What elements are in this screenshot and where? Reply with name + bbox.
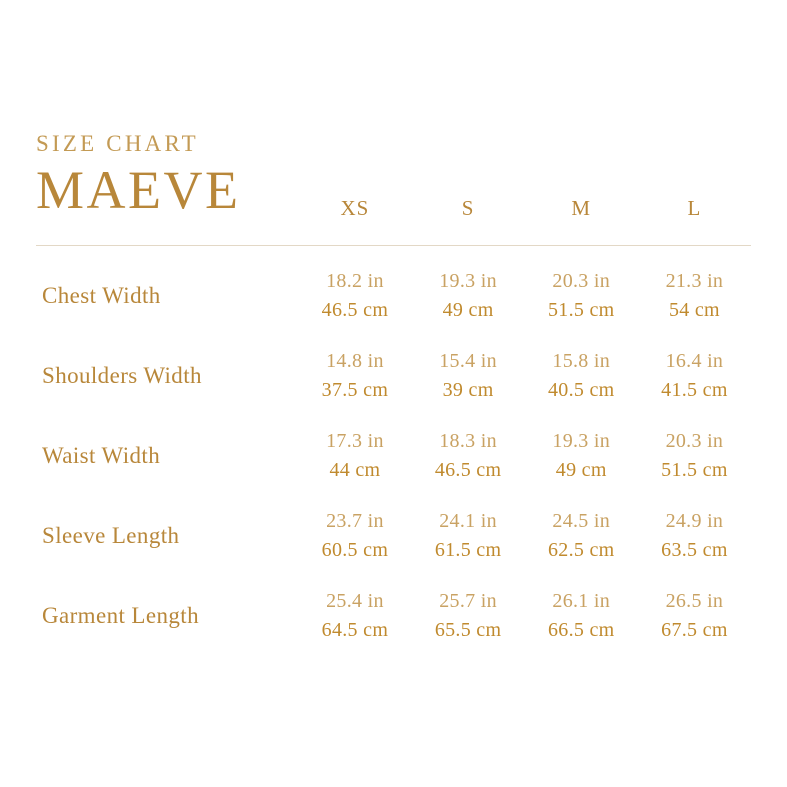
value-cm: 51.5 cm	[661, 459, 728, 481]
value-cm: 66.5 cm	[547, 619, 615, 641]
value-inches: 17.3 in	[326, 430, 384, 452]
size-chart-table-wrapper	[36, 196, 751, 656]
cell-sleeve-length-l	[638, 496, 751, 576]
header-cell-size-s: S	[412, 196, 525, 246]
value-cm: 61.5 cm	[434, 539, 502, 561]
cell-shoulders-width-xs	[298, 336, 411, 416]
cell-waist-width-xs	[298, 416, 411, 496]
value-cm: 37.5 cm	[321, 379, 389, 401]
value-inches: 20.3 in	[665, 430, 724, 452]
cell-chest-width-xs	[298, 246, 411, 337]
cell-chest-width-s	[412, 246, 525, 337]
table-row	[36, 576, 751, 656]
value-inches: 18.3 in	[439, 430, 497, 452]
cell-garment-length-m	[525, 576, 638, 656]
value-cm: 41.5 cm	[661, 379, 728, 401]
value-inches: 14.8 in	[326, 350, 384, 372]
size-chart-table	[36, 196, 751, 656]
value-inches: 19.3 in	[552, 430, 611, 452]
value-cm: 49 cm	[555, 459, 607, 481]
cell-waist-width-s	[412, 416, 525, 496]
cell-garment-length-l	[638, 576, 751, 656]
value-inches: 18.2 in	[326, 270, 384, 292]
value-cm: 64.5 cm	[321, 619, 389, 641]
value-cm: 62.5 cm	[547, 539, 615, 561]
cell-shoulders-width-l	[638, 336, 751, 416]
cell-sleeve-length-m	[525, 496, 638, 576]
cell-sleeve-length-s	[412, 496, 525, 576]
value-inches: 15.4 in	[439, 350, 497, 372]
cell-chest-width-l	[638, 246, 751, 337]
value-cm: 51.5 cm	[547, 299, 615, 321]
cell-garment-length-s	[412, 576, 525, 656]
value-cm: 63.5 cm	[661, 539, 728, 561]
row-label-garment-length: Garment Length	[42, 603, 199, 628]
value-inches: 25.7 in	[439, 590, 497, 612]
cell-waist-width-l	[638, 416, 751, 496]
table-header-row	[36, 196, 751, 246]
table-header	[36, 196, 751, 246]
table-row	[36, 416, 751, 496]
value-inches: 20.3 in	[552, 270, 611, 292]
value-inches: 15.8 in	[552, 350, 611, 372]
value-inches: 24.5 in	[552, 510, 611, 532]
table-row	[36, 336, 751, 416]
cell-sleeve-length-xs	[298, 496, 411, 576]
value-cm: 40.5 cm	[547, 379, 615, 401]
header-cell-size-xs: XS	[298, 196, 411, 246]
value-inches: 26.5 in	[665, 590, 724, 612]
value-inches: 24.9 in	[665, 510, 724, 532]
value-inches: 23.7 in	[326, 510, 384, 532]
value-inches: 26.1 in	[552, 590, 611, 612]
header-cell-blank	[36, 196, 298, 246]
table-body	[36, 246, 751, 657]
value-cm: 54 cm	[668, 299, 720, 321]
cell-garment-length-xs	[298, 576, 411, 656]
value-cm: 46.5 cm	[434, 459, 502, 481]
cell-shoulders-width-s	[412, 336, 525, 416]
value-inches: 21.3 in	[665, 270, 724, 292]
value-inches: 19.3 in	[439, 270, 497, 292]
brand-title: MAEVE	[36, 160, 241, 220]
cell-chest-width-m	[525, 246, 638, 337]
value-cm: 49 cm	[442, 299, 494, 321]
header-cell-size-l: L	[638, 196, 751, 246]
row-label-waist-width: Waist Width	[42, 443, 161, 468]
cell-waist-width-m	[525, 416, 638, 496]
page-title-eyebrow: SIZE CHART	[36, 131, 199, 156]
value-cm: 44 cm	[329, 459, 381, 481]
row-label-sleeve-length: Sleeve Length	[42, 523, 180, 548]
value-cm: 65.5 cm	[434, 619, 502, 641]
value-cm: 60.5 cm	[321, 539, 389, 561]
value-inches: 25.4 in	[326, 590, 384, 612]
table-row	[36, 496, 751, 576]
value-cm: 67.5 cm	[661, 619, 728, 641]
row-label-chest-width: Chest Width	[42, 283, 161, 308]
row-label-shoulders-width: Shoulders Width	[42, 363, 202, 388]
value-inches: 16.4 in	[665, 350, 724, 372]
value-cm: 39 cm	[442, 379, 494, 401]
value-cm: 46.5 cm	[321, 299, 389, 321]
value-inches: 24.1 in	[439, 510, 497, 532]
cell-shoulders-width-m	[525, 336, 638, 416]
header-cell-size-m: M	[525, 196, 638, 246]
table-row	[36, 246, 751, 337]
